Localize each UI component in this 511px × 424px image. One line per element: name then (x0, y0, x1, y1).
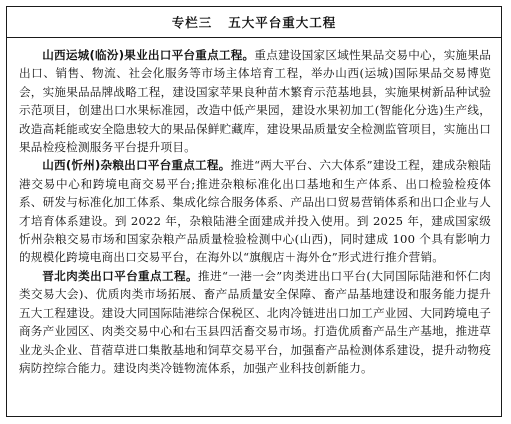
column-content (7, 38, 501, 377)
paragraph-heading: 晋北肉类出口平台重点工程。 (42, 268, 198, 283)
column-label: 专栏三 (171, 15, 213, 30)
column-title: 五大平台重大工程 (228, 15, 337, 30)
paragraph-heading: 山西(忻州)杂粮出口平台重点工程。 (42, 158, 231, 173)
paragraph-body: 推进“两大平台、六大体系”建设工程，建成杂粮陆港交易中心和跨境电商交易平台;推进杂粮标准化出口基地和生产体系、出口检验检疫体系、研发与标准化加工体系、集成化综合服务体系、产品出口贸易营销体系和出口企业与人才培育体系建设。到 2022 年，杂粮陆港全面建成并投入使用。到 2025 年，建成国家级忻州杂粮交易市场和国家杂粮产品质量检验检测中心(山西)，同时建成 100 个具有影响力的规模化跨境电商出口交易平台，在海外以“旗舰店＋海外仓”形式进行推介营销。 (19, 158, 491, 265)
paragraph-meat-platform (19, 267, 491, 377)
column-box (6, 6, 502, 417)
paragraph-body: 重点建设国家区域性果品交易中心，实施果品出口、销售、物流、社会化服务等市场主体培育工程，举办山西(运城)国际果品交易博览会，实施果品品牌战略工程，建设国家苹果良种苗木繁育示范基地县，实施果树新品种试验示范项目，创建出口水果标准园，改造中低产果园，建设水果初加工(智能化分选)生产线，改造高耗能或安全隐患较大的果品保鲜贮藏库，建设果品质量安全检测监管项目，实施出口果品检疫检测服务平台提升项目。 (19, 48, 491, 155)
paragraph-grain-platform (19, 156, 491, 266)
column-header (7, 7, 501, 38)
paragraph-body: 推进“一港一会”肉类进出口平台(大同国际陆港和怀仁肉类交易大会)、优质肉类市场拓展、畜产品质量安全保障、畜产品基地建设和服务能力提升五大工程建设。建设大同国际陆港综合保税区、北肉冷链进出口加工产业园、大同跨境电子商务产业园区、肉类交易中心和右玉县四活畜交易市场。打造优质畜产品生产基地，推进草业龙头企业、苜蓿草进口集散基地和饲草交易平台，加强畜产品检测体系建设，提升动物疫病防控综合能力。建设肉类冷链物流体系，加强产业科技创新能力。 (19, 268, 491, 375)
paragraph-heading: 山西运城(临汾)果业出口平台重点工程。 (42, 48, 255, 62)
paragraph-fruit-platform (19, 46, 491, 156)
